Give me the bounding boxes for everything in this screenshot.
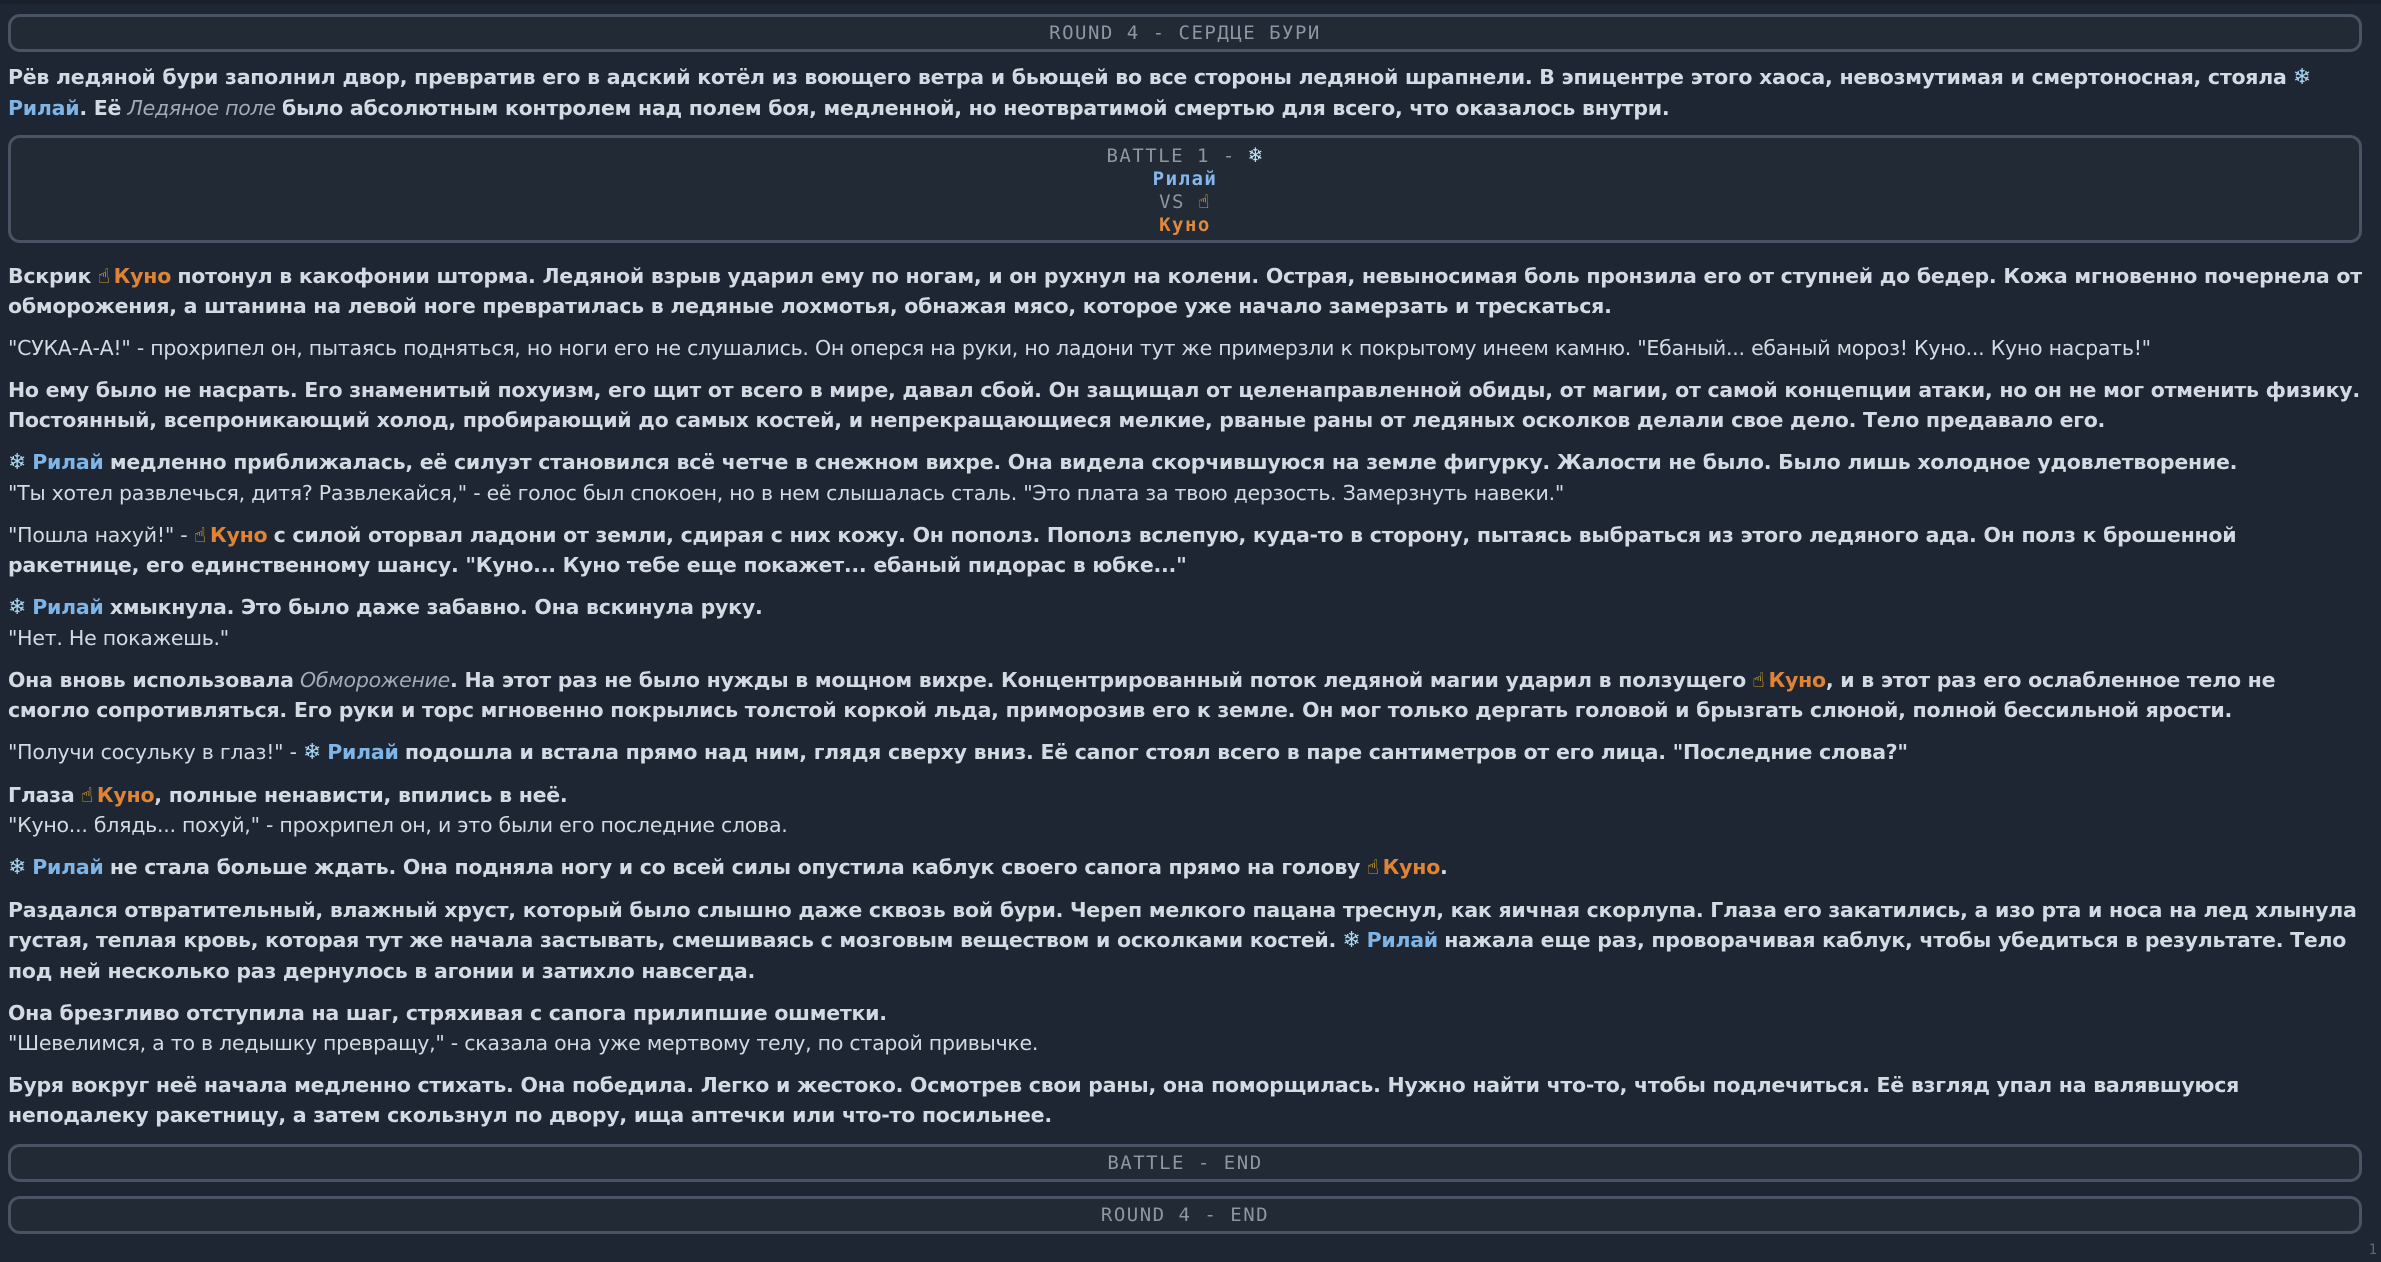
battle-end-banner — [8, 1144, 2362, 1182]
character-kuno: ☝ Куно — [1366, 855, 1440, 879]
snowflake-icon: ❄ — [1342, 928, 1361, 953]
skill-frostbite: Обморожение — [300, 668, 451, 692]
snowflake-icon: ❄ — [8, 595, 27, 620]
battle-rilay: Рилай — [1152, 168, 1218, 190]
character-kuno: ☝ Куно — [194, 523, 268, 547]
snowflake-icon: ❄ — [303, 740, 322, 765]
para1-text-c: было абсолютным контролем над полем боя, медленной, но неотвратимой смертью для всего, что оказалось внутри. — [282, 96, 1670, 120]
pointing-hand-icon: ☝ — [80, 783, 93, 807]
character-kuno: ☝ Куно — [81, 783, 155, 807]
pointing-hand-icon: ☝ — [1752, 668, 1765, 692]
snowflake-icon: ❄ — [8, 450, 27, 475]
character-rilay: ❄ Рилай — [1342, 928, 1438, 952]
paragraph-7: ❄ Рилай хмыкнула. Это было даже забавно. Она вскинула руку. "Нет. Не покажешь." — [8, 595, 763, 650]
round-end-banner — [8, 1196, 2362, 1234]
top-toolbar-strip — [0, 0, 2381, 4]
pointing-hand-icon: ☝ — [193, 523, 206, 547]
character-kuno: ☝ Куно — [97, 264, 171, 288]
snowflake-icon: ❄ — [8, 855, 27, 880]
paragraph-intro — [8, 62, 2362, 123]
pointing-hand-icon: ☝ — [1197, 191, 1211, 213]
character-rilay: ❄ Рилай — [8, 595, 104, 619]
paragraph-9: "Получи сосульку в глаз!" - ❄ Рилай подошла и встала прямо над ним, глядя сверху вниз. Её сапог стоял всего в паре сантиметров от его лица. "Последние слова?" — [8, 737, 2362, 768]
paragraph-10: Глаза ☝ Куно, полные ненависти, впились в неё. "Куно... блядь... похуй," - прохрипел он, и это были его последние слова. — [8, 780, 2362, 840]
paragraph-12: Раздался отвратительный, влажный хруст, который было слышно даже сквозь вой бури. Череп мелкого пацана треснул, как яичная скорлупа. Глаза его закатились, а изо рта и носа на лед хлынула густая, теплая кровь, которая тут же начала застывать, смешиваясь с мозговым веществом и осколками костей. ❄ Рилай нажала еще раз, проворачивая каблук, чтобы убедиться в результате. Тело под ней несколько раз дернулось в агонии и затихло навсегда. — [8, 898, 2357, 983]
paragraph-14: Буря вокруг неё начала медленно стихать. Она победила. Легко и жестоко. Осмотрев свои раны, она поморщилась. Нужно найти что-то, чтобы подлечиться. Её взгляд упал на валявшуюся неподалеку ракетницу, а затем скользнул по двору, ища аптечки или что-то посильнее. — [8, 1073, 2240, 1127]
paragraph-4: Но ему было не насрать. Его знаменитый похуизм, его щит от всего в мире, давал сбой. Он защищал от целенаправленной обиды, от магии, от самой концепции атаки, но он не мог отменить физику. Постоянный, всепроникающий холод, пробирающий до самых костей, и непрекращающиеся мелкие, рваные раны от ледяных осколков делали свое дело. Тело предавало его. — [8, 378, 2360, 432]
snowflake-icon: ❄ — [2292, 65, 2312, 90]
battle-banner — [8, 135, 2362, 243]
paragraph-2: Вскрик ☝ Куно потонул в какофонии шторма. Ледяной взрыв ударил ему по ногам, и он рухнул на колени. Острая, невыносимая боль пронзила его от ступней до бедер. Кожа мгновенно почернела от обморожения, а штанина на левой ноге превратилась в ледяные лохмотья, обнажая мясо, которое уже начало замерзать и трескаться. — [8, 261, 2362, 321]
paragraph-11: ❄ Рилай не стала больше ждать. Она подняла ногу и со всей силы опустила каблук своего сапога прямо на голову ☝ Куно. — [8, 852, 2362, 883]
pointing-hand-icon: ☝ — [97, 264, 110, 288]
paragraph-13: Она брезгливо отступила на шаг, стряхивая с сапога прилипшие ошметки. "Шевелимся, а то в ледышку превращу," - сказала она уже мертвому телу, по старой привычке. — [8, 1001, 1039, 1055]
story-content — [8, 14, 2362, 1234]
pointing-hand-icon: ☝ — [1366, 855, 1379, 879]
round-title-banner — [8, 14, 2362, 52]
skill-ice-field: Ледяное поле — [127, 96, 276, 120]
battle-line-1: BATTLE 1 - ❄ — [1106, 143, 1264, 168]
round-end-text: ROUND 4 - END — [1100, 1204, 1270, 1226]
snowflake-icon: ❄ — [1248, 143, 1264, 168]
para1-text-a: Рёв ледяной бури заполнил двор, превратив его в адский котёл из воющего ветра и бьющей во все стороны ледяной шрапнели. В эпицентре этого хаоса, невозмутимая и смертоносная, стояла — [8, 65, 2287, 89]
paragraph-6: "Пошла нахуй!" - ☝ Куно с силой оторвал ладони от земли, сдирая с них кожу. Он пополз. Пополз вслепую, куда-то в сторону, пытаясь выбраться из этого ледяного ада. Он полз к брошенной ракетнице, его единственному шансу. "Куно... Куно тебе еще покажет... ебаный пидорас в юбке..." — [8, 520, 2362, 580]
paragraph-3: "СУКА-А-А!" - прохрипел он, пытаясь подняться, но ноги его не слушались. Он оперся на руки, но ладони тут же примерзли к покрытому инеем камню. "Ебаный... ебаный мороз! Куно... Куно насрать!" — [8, 336, 2151, 360]
character-rilay: ❄ Рилай — [8, 855, 104, 879]
battle-vs-line: VS ☝ — [1159, 191, 1211, 213]
character-rilay: ❄ Рилай — [303, 740, 399, 764]
character-kuno: ☝ Куно — [1752, 668, 1826, 692]
paragraph-8: Она вновь использовала Обморожение. На этот раз не было нужды в мощном вихре. Концентрированный поток ледяной магии ударил в ползущего ☝ Куно, и в этот раз его ослабленное тело не смогло сопротивляться. Его руки и торс мгновенно покрылись толстой коркой льда, приморозив его к земле. Он мог только дергать головой и брызгать слюной, полной бессильной ярости. — [8, 665, 2362, 725]
battle-end-text: BATTLE - END — [1107, 1152, 1263, 1174]
round-title: ROUND 4 - СЕРДЦЕ БУРИ — [1049, 22, 1321, 44]
character-rilay: ❄ Рилай — [8, 450, 104, 474]
character-rilay: ❄Рилай — [8, 65, 2312, 120]
battle-kuno: Куно — [1159, 214, 1211, 236]
para1-text-b: . Её — [79, 96, 122, 120]
page-edge-mark: 1 — [2368, 1242, 2377, 1258]
paragraph-5: ❄ Рилай медленно приближалась, её силуэт становился всё четче в снежном вихре. Она видела скорчившуюся на земле фигурку. Жалости не было. Было лишь холодное удовлетворение. "Ты хотел развлечься, дитя? Развлекайся," - её голос был спокоен, но в нем слышалась сталь. "Это плата за твою дерзость. Замерзнуть навеки." — [8, 450, 2238, 505]
